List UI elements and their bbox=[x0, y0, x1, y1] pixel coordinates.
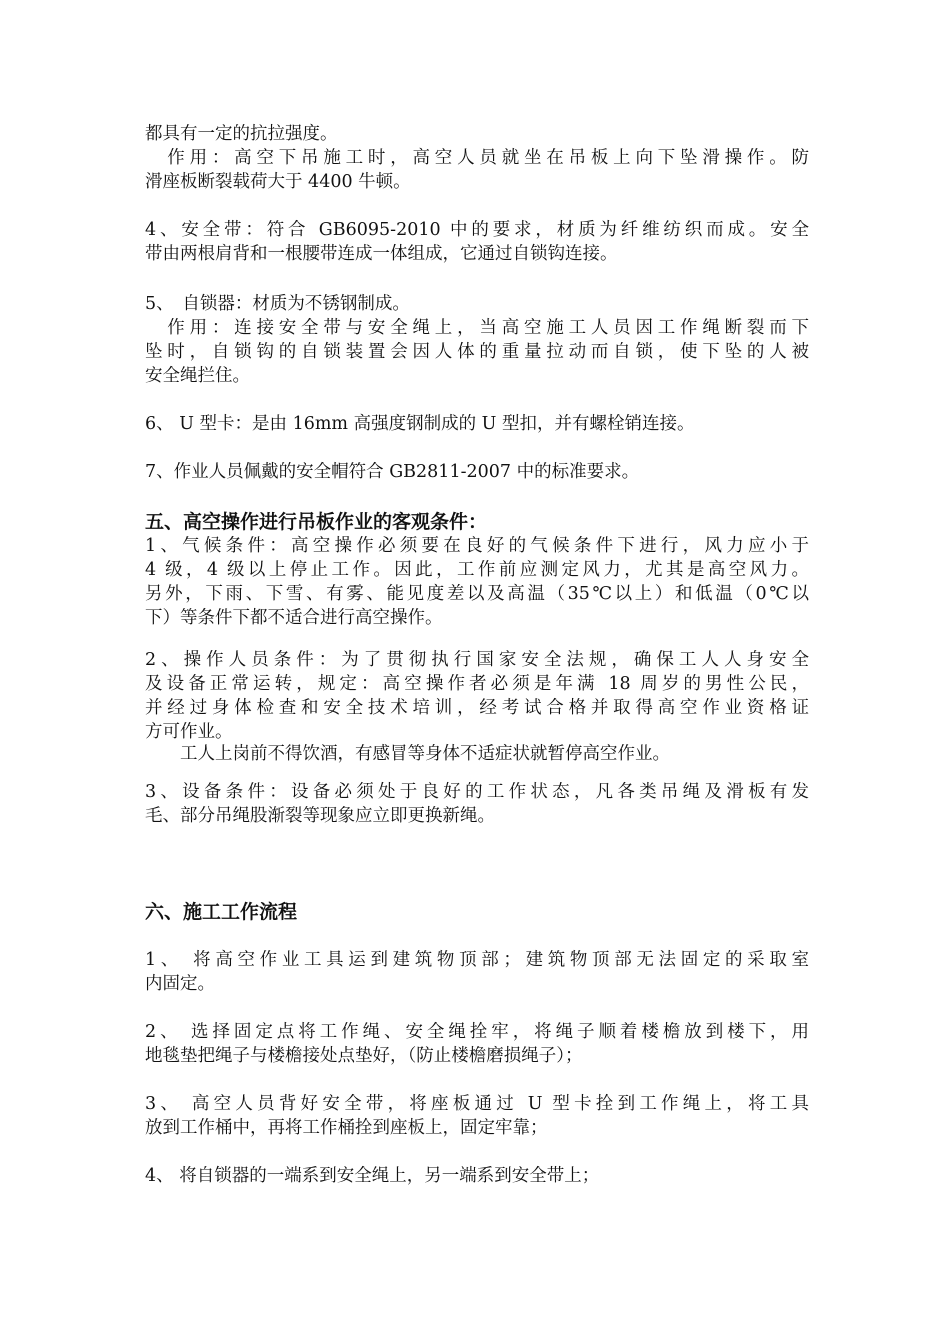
text-line: 3、 高空人员背好安全带，将座板通过 U 型卡拴到工作绳上，将工具 bbox=[145, 1094, 809, 1114]
text-line: 4、安全带：符合 GB6095-2010 中的要求，材质为纤维纺织而成。安全 bbox=[145, 220, 809, 240]
text-line: 7、作业人员佩戴的安全帽符合 GB2811-2007 中的标准要求。 bbox=[145, 462, 640, 482]
text-line: 及设备正常运转，规定：高空操作者必须是年满 18 周岁的男性公民， bbox=[145, 674, 809, 694]
text-line: 安全绳拦住。 bbox=[145, 366, 250, 386]
text-line: 另外，下雨、下雪、有雾、能见度差以及高温（35℃以上）和低温（0℃以 bbox=[145, 584, 809, 604]
text-line: 都具有一定的抗拉强度。 bbox=[145, 124, 338, 144]
text-line: 4、 将自锁器的一端系到安全绳上，另一端系到安全带上； bbox=[145, 1166, 600, 1186]
text-line: 放到工作桶中，再将工作桶拴到座板上，固定牢靠； bbox=[145, 1118, 548, 1138]
text-line: 滑座板断裂载荷大于 4400 牛顿。 bbox=[145, 172, 411, 192]
text-line: 6、 U 型卡：是由 16mm 高强度钢制成的 U 型扣，并有螺栓销连接。 bbox=[145, 414, 695, 434]
text-line: 作用：连接安全带与安全绳上，当高空施工人员因工作绳断裂而下 bbox=[145, 318, 809, 338]
text-line: 工人上岗前不得饮酒，有感冒等身体不适症状就暂停高空作业。 bbox=[145, 744, 670, 764]
text-line: 带由两根肩背和一根腰带连成一体组成，它通过自锁钩连接。 bbox=[145, 244, 618, 264]
section-heading: 五、高空操作进行吊板作业的客观条件： bbox=[145, 511, 488, 533]
text-line: 1、 将高空作业工具运到建筑物顶部；建筑物顶部无法固定的采取室 bbox=[145, 950, 809, 970]
text-line: 并经过身体检查和安全技术培训，经考试合格并取得高空作业资格证 bbox=[145, 698, 809, 718]
text-line: 4 级，4 级以上停止工作。因此，工作前应测定风力，尤其是高空风力。 bbox=[145, 560, 809, 580]
text-line: 2、操作人员条件：为了贯彻执行国家安全法规，确保工人人身安全 bbox=[145, 650, 809, 670]
text-line: 毛、部分吊绳股渐裂等现象应立即更换新绳。 bbox=[145, 806, 495, 826]
text-line: 5、 自锁器：材质为不锈钢制成。 bbox=[145, 294, 410, 314]
section-heading: 六、施工工作流程 bbox=[145, 901, 298, 923]
text-line: 方可作业。 bbox=[145, 722, 233, 742]
text-line: 下）等条件下都不适合进行高空操作。 bbox=[145, 608, 443, 628]
text-line: 内固定。 bbox=[145, 974, 215, 994]
text-line: 3、设备条件：设备必须处于良好的工作状态，凡各类吊绳及滑板有发 bbox=[145, 782, 809, 802]
text-line: 2、 选择固定点将工作绳、安全绳拴牢，将绳子顺着楼檐放到楼下，用 bbox=[145, 1022, 809, 1042]
text-line: 地毯垫把绳子与楼檐接处点垫好，（防止楼檐磨损绳子）； bbox=[145, 1046, 583, 1066]
text-line: 1、气候条件：高空操作必须要在良好的气候条件下进行，风力应小于 bbox=[145, 536, 809, 556]
text-line: 坠时，自锁钩的自锁装置会因人体的重量拉动而自锁，使下坠的人被 bbox=[145, 342, 809, 362]
text-line: 作用：高空下吊施工时，高空人员就坐在吊板上向下坠滑操作。防 bbox=[145, 148, 809, 168]
